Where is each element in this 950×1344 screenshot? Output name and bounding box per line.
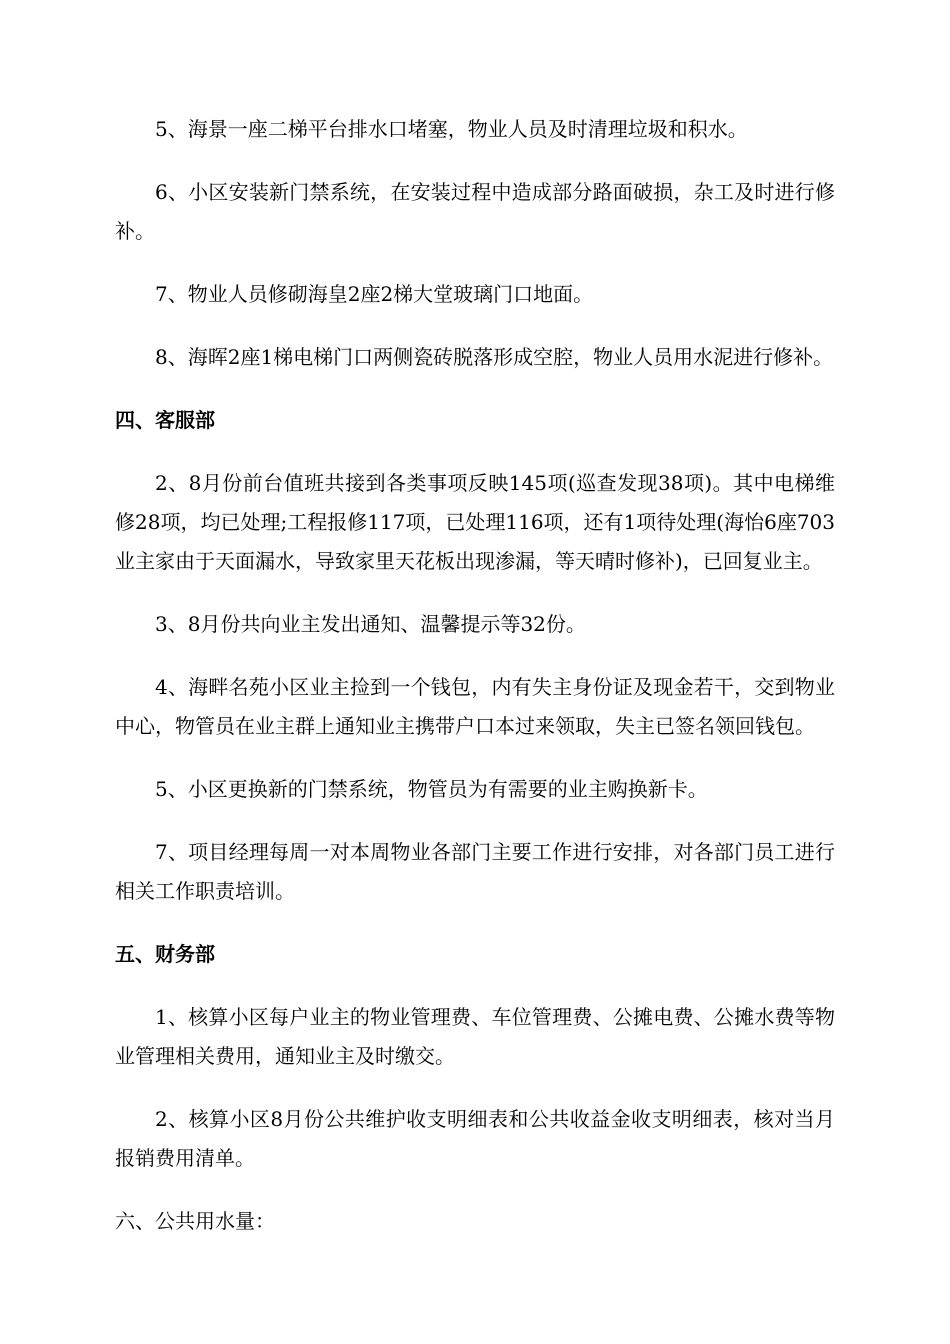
customer-service-item-3: 3、8月份共向业主发出通知、温馨提示等32份。 — [155, 612, 586, 636]
finance-item-2: 2、核算小区8月份公共维护收支明细表和公共收益金收支明细表，核对当月报销费用清单。 — [115, 1107, 835, 1170]
paragraph-item-5: 5、海景一座二梯平台排水口堵塞，物业人员及时清理垃圾和积水。 — [155, 117, 748, 141]
customer-service-item-4: 4、海畔名苑小区业主捡到一个钱包，内有失主身份证及现金若干，交到物业中心，物管员在业主群上通知业主携带户口本过来领取，失主已签名领回钱包。 — [115, 675, 835, 738]
paragraph-item-8: 8、海晖2座1梯电梯门口两侧瓷砖脱落形成空腔，物业人员用水泥进行修补。 — [155, 345, 834, 369]
customer-service-item-2: 2、8月份前台值班共接到各类事项反映145项(巡查发现38项)。其中电梯维修28项，均已处理;工程报修117项，已处理116项，还有1项待处理(海怡6座703业主家由于天面漏水，导致家里天花板出现渗漏，等天晴时修补)，已回复业主。 — [115, 471, 835, 573]
section-heading-finance: 五、财务部 — [115, 942, 215, 966]
customer-service-item-7: 7、项目经理每周一对本周物业各部门主要工作进行安排，对各部门员工进行相关工作职责培训。 — [115, 840, 835, 903]
finance-item-1: 1、核算小区每户业主的物业管理费、车位管理费、公摊电费、公摊水费等物业管理相关费用，通知业主及时缴交。 — [115, 1005, 835, 1068]
section-heading-public-water: 六、公共用水量： — [115, 1209, 275, 1233]
paragraph-item-7: 7、物业人员修砌海皇2座2梯大堂玻璃门口地面。 — [155, 282, 594, 306]
section-heading-customer-service: 四、客服部 — [115, 408, 215, 432]
document-body — [115, 110, 835, 1265]
customer-service-item-5: 5、小区更换新的门禁系统，物管员为有需要的业主购换新卡。 — [155, 777, 708, 801]
paragraph-item-6: 6、小区安装新门禁系统，在安装过程中造成部分路面破损，杂工及时进行修补。 — [115, 180, 835, 243]
